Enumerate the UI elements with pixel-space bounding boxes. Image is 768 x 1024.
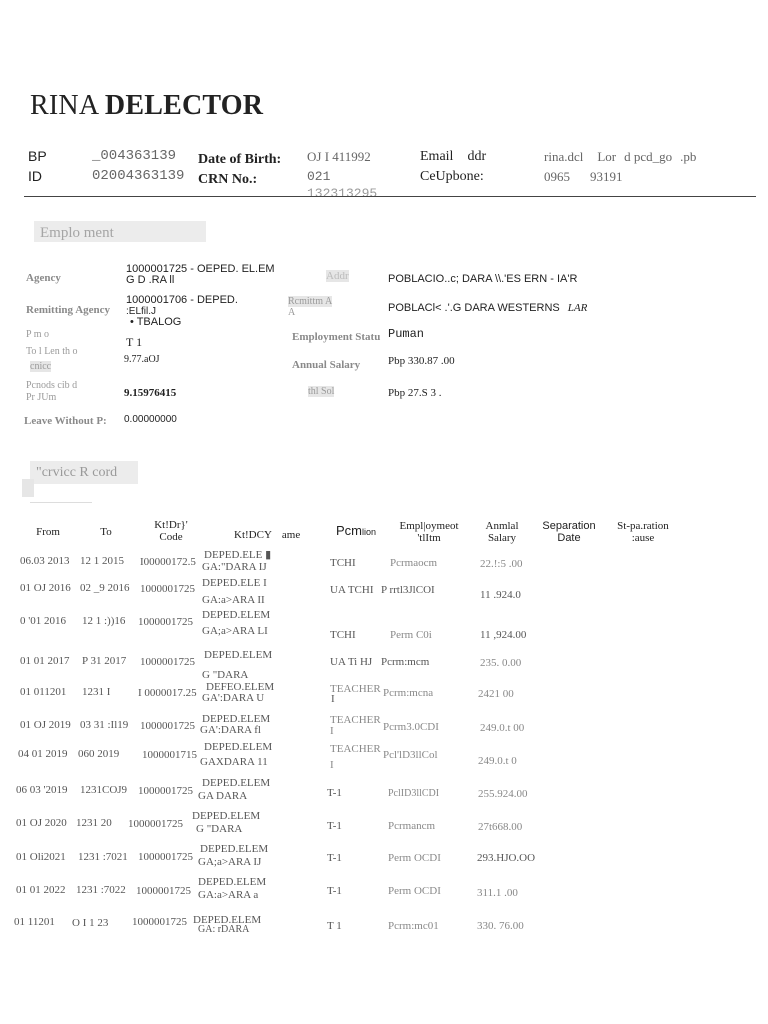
column-header-position-part2: lion [362,527,377,537]
email-label-text: Email [420,149,454,164]
cell-annual-salary: 11 ,924.00 [480,629,527,641]
cell-annual-salary: 293.HJO.OO [477,852,536,864]
cell-employment-status: Pcrmaocm [390,557,438,569]
cell-employment-status: P rrtl3JlCOI [381,584,435,596]
cell-code: 1000001725 [138,616,193,628]
cell-position: TCHI [330,557,356,569]
column-header-from: From [36,526,60,538]
cell-agency-line1: DEFEO.ELEM [206,681,275,693]
dob-label: Date of Birth: [198,152,282,167]
cell-annual-salary: 235. 0.00 [480,657,522,669]
cell-from: 01 OJ 2019 [20,719,71,731]
column-header-sepdate-line1: Separation [542,520,596,532]
cell-from: 01 11201 [14,916,55,928]
remitting-agency-label: Remitting Agency [26,304,111,316]
cell-to: 12 1 2015 [80,555,124,567]
column-header-agency-name [234,529,300,541]
cell-agency-line2: GA;a>ARA IJ [198,856,262,868]
column-header-separation-cause [612,520,674,544]
cell-agency-line2: GA:"DARA IJ [202,561,267,573]
remitting-address-text: POBLACl< .'.G DARA WESTERNS [388,302,560,314]
cell-from: 01 Oli2021 [16,851,66,863]
cell-agency-line2: GA DARA [198,790,248,802]
annual-salary-label: Annual Salary [292,359,361,371]
service-record-marker [22,479,34,497]
cell-agency-line1: DEPED.ELE ▮ [204,549,272,561]
cell-position-level: I [330,725,334,737]
cell-to: 03 31 :Il19 [80,719,129,731]
email-part-1: rina.dcl [544,149,584,164]
cell-from: 01 OJ 2020 [16,817,67,829]
cell-agency-line1: DEPED.ELEM [202,609,271,621]
cell-position: TEACHER [330,743,381,755]
column-header-status-line2: 'tlItm [417,532,441,544]
cell-code: 1000001725 [128,818,183,830]
position-value: T 1 [126,335,143,349]
agency-value-2: G D .RA ll [126,274,175,286]
cell-employment-status: Pcrmancm [388,820,436,832]
cell-to: O I 1 23 [72,917,109,929]
cell-to: 1231 :7021 [78,851,128,863]
cell-to: 12 1 :))16 [82,615,126,627]
remitting-address-value [388,302,587,314]
cell-to: 02 _9 2016 [80,582,130,594]
cell-employment-status: Pcrm3.0CDI [383,721,439,733]
remitting-agency-value-2: :ELfil.J [126,306,157,317]
cell-to: P 31 2017 [82,655,127,667]
cell-position: T 1 [327,920,342,932]
cell-from: 04 01 2019 [18,748,68,760]
dob-value: OJ I 411992 [307,149,371,164]
cell-position: T-1 [327,820,342,832]
cell-from: 01 OJ 2016 [20,582,71,594]
cell-annual-salary: 311.1 .00 [477,887,518,899]
cell-code: 1000001725 [136,885,191,897]
crn-label: CRN No.: [198,172,258,187]
id-label: ID [28,168,42,184]
cell-code: I00000172.5 [140,556,196,568]
cell-employment-status: Perm C0i [390,629,432,641]
cell-agency-line2: GA;a>ARA LI [202,625,268,637]
cell-agency-line2: G "DARA [202,669,249,681]
cell-position: TEACHER [330,714,381,726]
cell-annual-salary: 330. 76.00 [477,920,524,932]
cell-agency-line2: GA':DARA U [202,692,265,704]
agency-value: 1000001725 - OEPED. EL.EM [126,263,275,275]
crn-value: 021 [307,169,331,184]
periods-label-2: Pr JUm [26,392,57,403]
cell-from: 06.03 2013 [20,555,70,567]
cell-position: TEACHER [330,683,381,695]
cell-from: 01 01 2017 [20,655,70,667]
annual-salary-value: Pbp 330.87 .00 [388,355,455,367]
remitting-agency-value-3: • TBALOG [130,316,182,328]
service-record-heading: "crvicc R cord [30,461,138,484]
cell-agency-line1: DEPED.ELEM [204,649,273,661]
cell-agency-line2: GAXDARA 11 [200,756,268,768]
column-header-code-line1: Kt!Dr}' [154,519,188,531]
cell-agency-line2: GA: rDARA [198,924,250,935]
phone-label: CeUpbone: [420,169,484,184]
cell-from: 01 011201 [20,686,67,698]
cell-to: 1231 :7022 [76,884,126,896]
cell-position-level: I [331,693,335,705]
periods-value: 9.15976415 [124,387,177,399]
cell-employment-status: Perm OCDI [388,885,441,897]
cell-employment-status: Pcrm:mc01 [388,920,439,932]
email-part-3: d pcd_go [624,149,673,164]
column-header-annual-salary [480,520,524,544]
column-header-code [146,519,196,543]
monthly-salary-label: thl Sol [308,386,335,397]
address-label: Addr [326,270,349,282]
cell-code: 1000001725 [132,916,187,928]
column-header-salary-line1: Anmlal [485,520,519,532]
cell-agency-line1: DEPED.ELEM [192,810,261,822]
phone-value [544,169,623,185]
email-label-suffix: ddr [467,149,487,164]
column-header-employment-status [392,520,466,544]
cell-code: 1000001725 [140,720,195,732]
cell-agency-line1: DEPED.ELEM [193,914,262,926]
cell-employment-status: Pcrm:mcm [381,656,430,668]
cell-position: T-1 [327,787,342,799]
service-record-underline [30,502,92,503]
employment-section-heading: Emplo ment [34,221,206,242]
cell-code: I 0000017.25 [138,687,197,699]
cell-code: 1000001715 [142,749,197,761]
cell-from: 0 '01 2016 [20,615,66,627]
email-label [420,149,486,165]
header-divider [24,196,756,197]
cell-agency-line1: DEPED.ELEM [202,713,271,725]
employment-status-label: Employment Statu [292,331,381,343]
periods-label: Pcnods cib d [26,380,78,391]
cell-agency-line1: DEPED.ELE I [202,577,267,589]
cell-to: 060 2019 [78,748,120,760]
employment-status-value: Puman [388,327,425,341]
title-last-name: DELECTOR [104,90,264,121]
bp-value: _004363139 [92,148,177,164]
cell-code: 1000001725 [138,785,193,797]
cell-to: 1231 20 [76,817,112,829]
remitting-address-suffix: LAR [567,302,588,314]
total-length-value: 9.77.aOJ [124,354,160,365]
cell-position: UA TCHI [330,584,374,596]
cell-agency-line2: G "DARA [196,823,243,835]
phone-part-1: 0965 [544,169,570,184]
cell-agency-line1: DEPED.ELEM [204,741,273,753]
column-header-agency-name-part2: ame [281,529,301,541]
cell-annual-salary: 2421 00 [478,688,514,700]
cell-position: T-1 [327,852,342,864]
cell-annual-salary: 249.0.t 0 [478,755,517,767]
cell-position: T-1 [327,885,342,897]
column-header-sepcause-line2: :ause [631,532,655,544]
email-part-2: Lor [597,149,617,164]
cell-annual-salary: 11 .924.0 [480,589,521,601]
cell-agency-line2: GA:a>ARA a [198,889,259,901]
cell-annual-salary: 22.!:5 .00 [480,558,523,570]
column-header-sepdate-line2: Date [557,532,581,544]
cell-employment-status: Pcrm:mcna [383,687,434,699]
agency-label: Agency [26,272,61,284]
remitting-address-label: Rcmittm A [288,296,333,307]
column-header-sepcause-line1: St-pa.ration [617,520,669,532]
leave-without-pay-label: Leave Without P: [24,415,107,427]
email-value [544,149,696,165]
column-header-separation-date [538,520,600,544]
cell-code: 1000001725 [140,656,195,668]
column-header-code-line2: Code [159,531,183,543]
id-value: 02004363139 [92,168,185,184]
total-length-label: To l Len th o [26,346,78,357]
column-header-position [336,525,386,538]
column-header-salary-line2: Salary [487,532,517,544]
cell-code: 1000001725 [140,583,195,595]
crn-value-overflow: 132313295 [307,186,378,196]
column-header-agency-name-part1: Kt!DCY [234,529,272,541]
email-part-4: .pb [680,149,697,164]
cell-to: 1231 I [82,686,111,698]
bp-label: BP [28,148,47,164]
address-value: POBLACIO..c; DARA \\.'ES ERN - IA'R [388,273,578,285]
cell-position: TCHI [330,629,356,641]
cell-employment-status: Perm OCDI [388,852,441,864]
cell-agency-line2: GA':DARA fl [200,724,261,736]
cell-code: 1000001725 [138,851,193,863]
cell-from: 01 01 2022 [16,884,66,896]
cell-position-level: I [330,759,334,771]
cell-annual-salary: 255.924.00 [478,788,528,800]
remitting-address-label-2: A [288,307,296,318]
monthly-salary-value: Pbp 27.S 3 . [388,387,442,399]
cell-from: 06 03 '2019 [16,784,68,796]
column-header-position-part1: Pcm [336,523,362,538]
cell-to: 1231COJ9 [80,784,128,796]
cell-agency-line1: DEPED.ELEM [198,876,267,888]
position-label: P m o [26,329,49,340]
page-title [30,90,263,122]
cell-agency-line1: DEPED.ELEM [200,843,269,855]
title-first-name: RINA [30,90,105,121]
cell-annual-salary: 27t668.00 [478,821,523,833]
column-header-status-line1: Empl|oymeot [399,520,459,532]
cell-agency-line2: GA:a>ARA II [202,594,265,606]
total-length-label-2: cnicc [30,361,52,372]
cell-annual-salary: 249.0.t 00 [480,722,525,734]
leave-without-pay-value: 0.00000000 [124,414,177,425]
cell-agency-line1: DEPED.ELEM [202,777,271,789]
cell-employment-status: PclID3llCDI [388,788,440,799]
remitting-agency-value: 1000001706 - DEPED. [126,294,238,306]
cell-position: UA Ti HJ [330,656,373,668]
column-header-to: To [100,526,112,538]
cell-employment-status: Pcl'lD3llCol [383,749,438,761]
phone-part-2: 93191 [590,169,623,184]
